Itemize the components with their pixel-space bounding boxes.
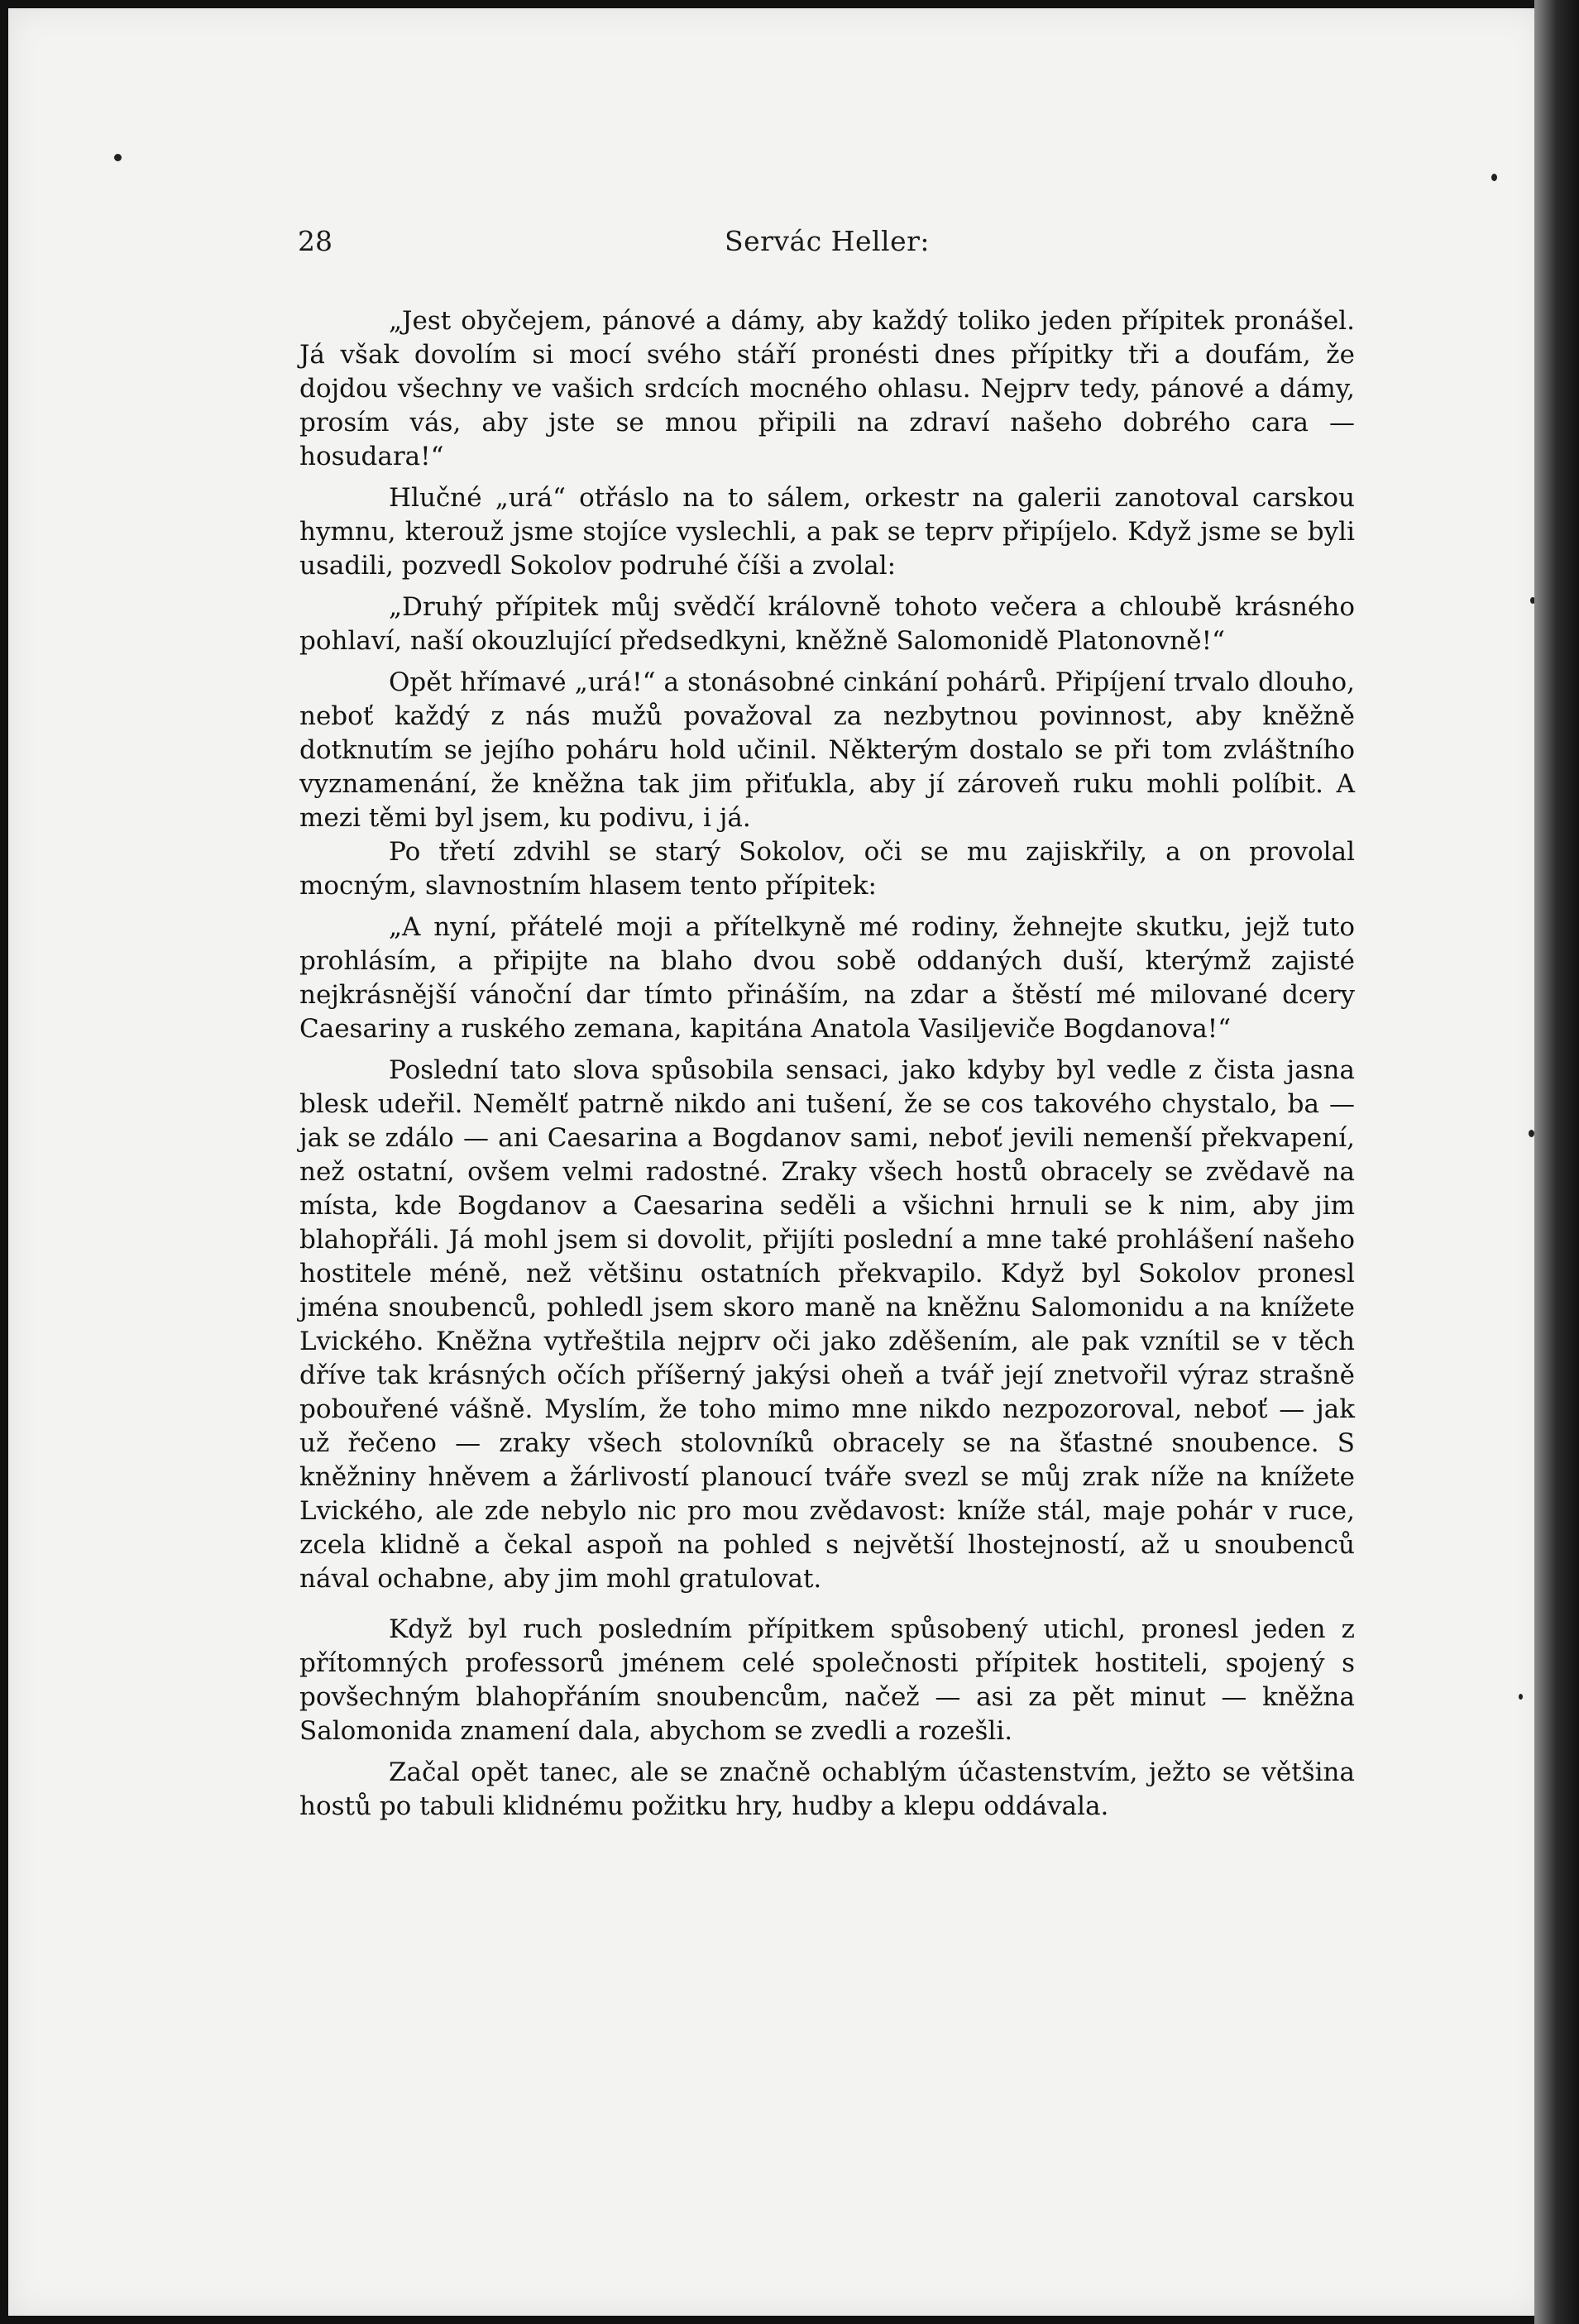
running-title: Servác Heller:: [724, 225, 931, 257]
paragraph: Hlučné „urá“ otřáslo na to sálem, orkestr na galerii zanotoval carskou hymnu, kterouž jsme stojíce vyslechli, a pak se teprv připíjelo. Když jsme se byli usadili, pozvedl Sokolov podruhé číši a zvolal:: [299, 483, 1355, 581]
paragraph: „Druhý přípitek můj svědčí královně tohoto večera a chloubě krásného pohlaví, naší okouzlující předsedkyni, kněžně Salomonidě Platonovně!“: [299, 592, 1355, 656]
paragraph: „Jest obyčejem, pánové a dámy, aby každý toliko jeden přípitek pronášel. Já však dovolím si mocí svého stáří pronésti dnes přípitky tři a doufám, že dojdou všechny ve vašich srdcích mocného ohlasu. Nejprv tedy, pánové a dámy, prosím vás, aby jste se mnou připili na zdraví našeho dobrého cara — hosudara!“: [299, 306, 1355, 471]
paragraph: „A nyní, přátelé moji a přítelkyně mé rodiny, žehnejte skutku, jejž tuto prohlásím, a připijte na blaho dvou sobě oddaných duší, kterýmž zajisté nejkrásnější vánoční dar tímto přináším, na zdar a štěstí mé milované dcery Caesariny a ruského zemana, kapitána Anatola Vasiljeviče Bogdanova!“: [299, 912, 1355, 1044]
paragraph: Poslední tato slova spůsobila sensaci, jako kdyby byl vedle z čista jasna blesk udeřil. Nemělť patrně nikdo ani tušení, že se cos takového chystalo, ba — jak se zdálo — ani Caesarina a Bogdanov sami, neboť jevili nemenší překvapení, než ostatní, ovšem velmi radostné. Zraky všech hostů obracely se zvědavě na místa, kde Bogdanov a Caesarina seděli a všichni hrnuli se k nim, aby jim blahopřáli. Já mohl jsem si dovolit, přijíti poslední a mne také prohlášení našeho hostitele méně, než většinu ostatních překvapilo. Když byl Sokolov pronesl jména snoubenců, pohledl jsem skoro maně na kněžnu Salomonidu a na knížete Lvického. Kněžna vytřeštila nejprv oči jako zděšením, ale pak vznítil se v těch dříve tak krásných očích příšerný jakýsi oheň a tvář její znetvořil výraz strašně pobouřené vášně. Myslím, že toho mimo mne nikdo nezpozoroval, neboť — jak už řečeno — zraky všech stolovníků obracely se na šťastné snoubence. S kněžniny hněvem a žárlivostí planoucí tváře svezl se můj zrak níže na knížete Lvického, ale zde nebylo nic pro mou zvědavost: kníže stál, maje pohár v ruce, zcela klidně a čekal aspoň na pohled s největší lhostejností, až u snoubenců nával ochabne, aby jim mohl gratulovat.: [299, 1055, 1355, 1594]
print-speck: [1491, 174, 1497, 181]
print-speck: [1529, 1130, 1534, 1137]
book-binding-edge: [1534, 0, 1579, 2324]
paragraph: Po třetí zdvihl se starý Sokolov, oči se mu zajiskřily, a on provolal mocným, slavnostním hlasem tento přípitek:: [299, 837, 1355, 901]
page-header: [298, 225, 1357, 266]
paragraph: Opět hřímavé „urá!“ a stonásobné cinkání pohárů. Připíjení trvalo dlouho, neboť každý z nás mužů považoval za nezbytnou povinnost, aby kněžně dotknutím se jejího poháru hold učinil. Některým dostalo se při tom zvláštního vyznamenání, že kněžna tak jim přiťukla, aby jí zároveň ruku mohli políbit. A mezi těmi byl jsem, ku podivu, i já.: [299, 667, 1355, 833]
print-speck: [114, 154, 122, 161]
page-number: 28: [298, 225, 333, 257]
print-speck: [1519, 1694, 1523, 1700]
body-text: [299, 304, 1355, 1824]
book-page: [8, 8, 1543, 2316]
paragraph: Když byl ruch posledním přípitkem spůsobený utichl, pronesl jeden z přítomných professorů jménem celé společnosti přípitek hostiteli, spojený s povšechným blahopřáním snoubencům, načež — asi za pět minut — kněžna Salomonida znamení dala, abychom se zvedli a rozešli.: [299, 1614, 1355, 1746]
paragraph: Začal opět tanec, ale se značně ochablým účastenstvím, ježto se většina hostů po tabuli klidnému požitku hry, hudby a klepu oddávala.: [299, 1757, 1355, 1821]
